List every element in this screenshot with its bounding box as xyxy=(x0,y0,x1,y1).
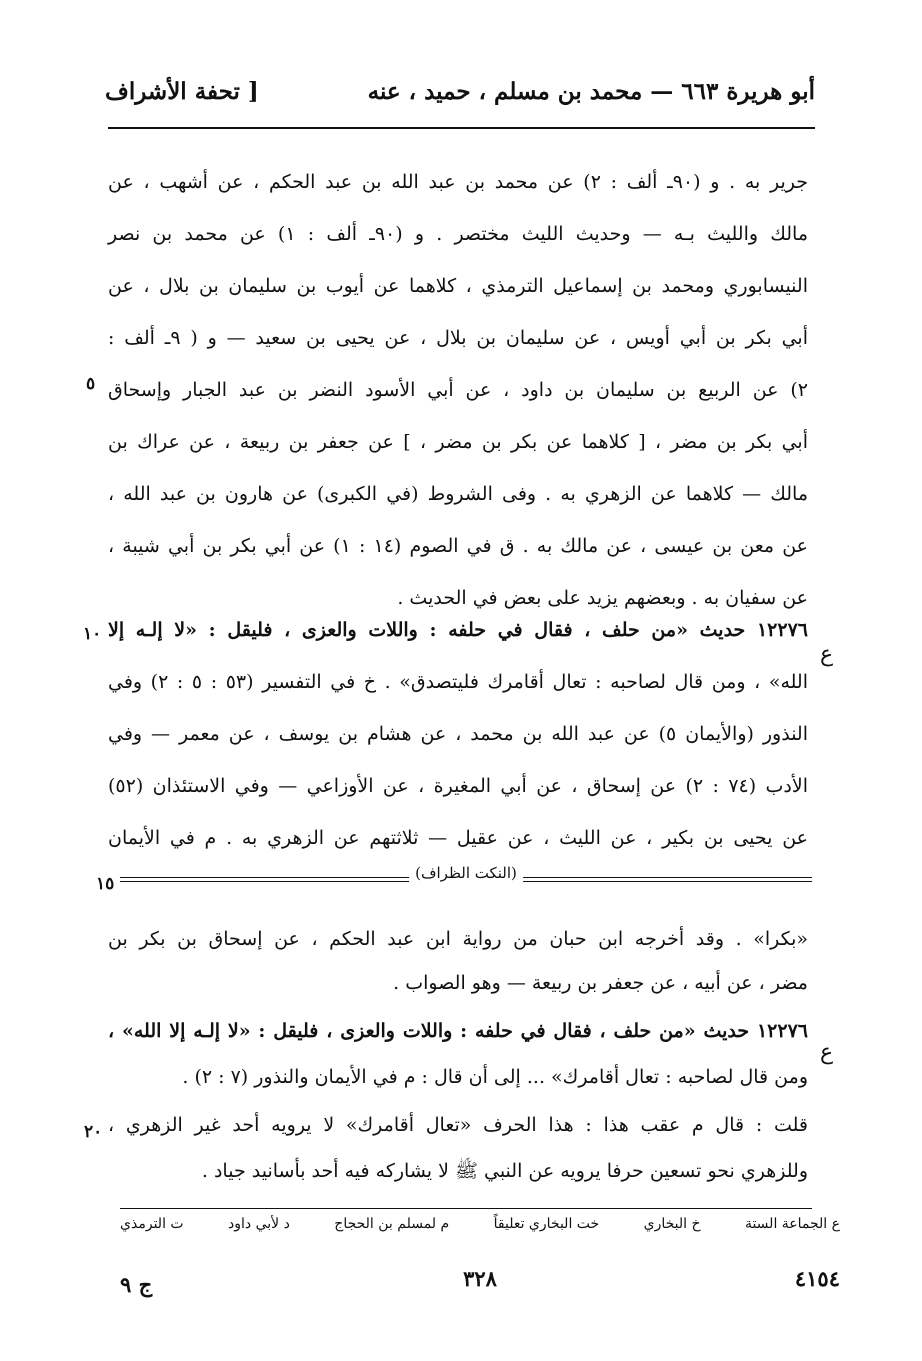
symbols-rule xyxy=(120,1208,812,1209)
book-title: [ تحفة الأشراف xyxy=(105,78,259,105)
line-number-10: ١٠ xyxy=(83,624,102,644)
page-number: ٣٢٨ xyxy=(463,1266,497,1291)
text-line: مالك والليث بـه — وحديث الليث مختصر . و (٩٠ـ ألف : ١) عن محمد بن نصر xyxy=(108,223,809,245)
hadith-heading-line: ١٢٢٧٦ حديث «من حلف ، فقال في حلفه : واللات والعزى ، فليقل : «لا إلـه إلا xyxy=(108,619,808,641)
header-rule xyxy=(108,127,815,129)
text-line: النيسابوري ومحمد بن إسماعيل الترمذي ، كلاهما عن أيوب بن سليمان بن بلال ، عن xyxy=(108,275,808,297)
line-number-15: ١٥ xyxy=(96,874,115,894)
symbol-item: خ البخاري xyxy=(643,1216,701,1232)
foot-line: قلت : قال م عقب هذا : هذا الحرف «تعال أقامرك» لا يرويه أحد غير الزهري ، xyxy=(108,1114,808,1136)
text-line: أبي بكر بن أبي أويس ، عن سليمان بن بلال ، عن يحيى بن سعيد — و ( ٩ـ ألف : xyxy=(108,327,808,349)
divider-label: (النكت الظراف) xyxy=(409,864,523,882)
foot-line: ومن قال لصاحبه : تعال أقامرك» ... إلى أن قال : م في الأيمان والنذور (٧ : ٢) . xyxy=(182,1066,808,1088)
symbol-item: ت الترمذي xyxy=(120,1216,184,1232)
ain-mark: ع xyxy=(820,642,834,667)
text-line: جرير به . و (٩٠ـ ألف : ٢) عن محمد بن عبد الله بن عبد الحكم ، عن أشهب ، عن xyxy=(108,171,808,193)
text-line: عن يحيى بن بكير ، عن الليث ، عن عقيل — ثلاثتهم عن الزهري به . م في الأيمان xyxy=(108,827,808,849)
foot-line: وللزهري نحو تسعين حرفا يرويه عن النبي ﷺ لا يشاركه فيه أحد بأسانيد جياد . xyxy=(201,1160,808,1182)
running-title: أبو هريرة ٦٦٣ — محمد بن مسلم ، حميد ، عنه xyxy=(367,78,815,105)
text-line: أبي بكر بن مضر ، [ كلاهما عن بكر بن مضر ، ] عن جعفر بن ربيعة ، عن عراك بن xyxy=(108,431,808,453)
page-footer xyxy=(120,1262,840,1302)
page-header xyxy=(105,78,815,118)
text-line: عن معن بن عيسى ، عن مالك به . ق في الصوم (١٤ : ١) عن أبي بكر بن أبي شيبة ، xyxy=(108,535,808,557)
hadith-count: ٤١٥٤ xyxy=(794,1266,840,1291)
text-line: ٢) عن الربيع بن سليمان بن داود ، عن أبي الأسود النضر بن عبد الجبار وإسحاق xyxy=(108,379,808,401)
commentary-divider xyxy=(120,864,812,888)
text-line: الله» ، ومن قال لصاحبه : تعال أقامرك فليتصدق» . خ في التفسير (٥٣ : ٥ : ٢) وفي xyxy=(108,671,809,693)
symbol-item: خت البخاري تعليقاً xyxy=(493,1216,600,1232)
text-line: الأدب (٧٤ : ٢) عن إسحاق ، عن أبي المغيرة ، عن الأوزاعي — وفي الاستئذان (٥٢) xyxy=(108,775,808,797)
line-number-5: ٥ xyxy=(86,374,96,394)
line-number-20: ٢٠ xyxy=(84,1122,103,1142)
ain-mark-foot: ع xyxy=(820,1040,834,1065)
symbol-item: د لأبي داود xyxy=(228,1216,290,1232)
foot-line: مضر ، عن أبيه ، عن جعفر بن ربيعة — وهو الصواب . xyxy=(393,972,808,994)
foot-hadith-line: ١٢٢٧٦ حديث «من حلف ، فقال في حلفه : واللات والعزى ، فليقل : «لا إلـه إلا الله» ، xyxy=(108,1020,808,1042)
volume-number: ج ٩ xyxy=(120,1272,153,1297)
symbols-key xyxy=(120,1216,840,1246)
text-line: النذور (والأيمان ٥) عن عبد الله بن محمد ، عن هشام بن يوسف ، عن معمر — وفي xyxy=(108,723,809,745)
text-line: عن سفيان به . وبعضهم يزيد على بعض في الحديث . xyxy=(397,587,808,609)
symbol-item: ع الجماعة الستة xyxy=(744,1216,840,1232)
symbol-item: م لمسلم بن الحجاج xyxy=(334,1216,450,1232)
foot-line: «بكرا» . وقد أخرجه ابن حبان من رواية ابن عبد الحكم ، عن إسحاق بن بكر بن xyxy=(108,928,808,950)
text-line: مالك — كلاهما عن الزهري به . وفى الشروط (في الكبرى) عن هارون بن عبد الله ، xyxy=(108,483,808,505)
